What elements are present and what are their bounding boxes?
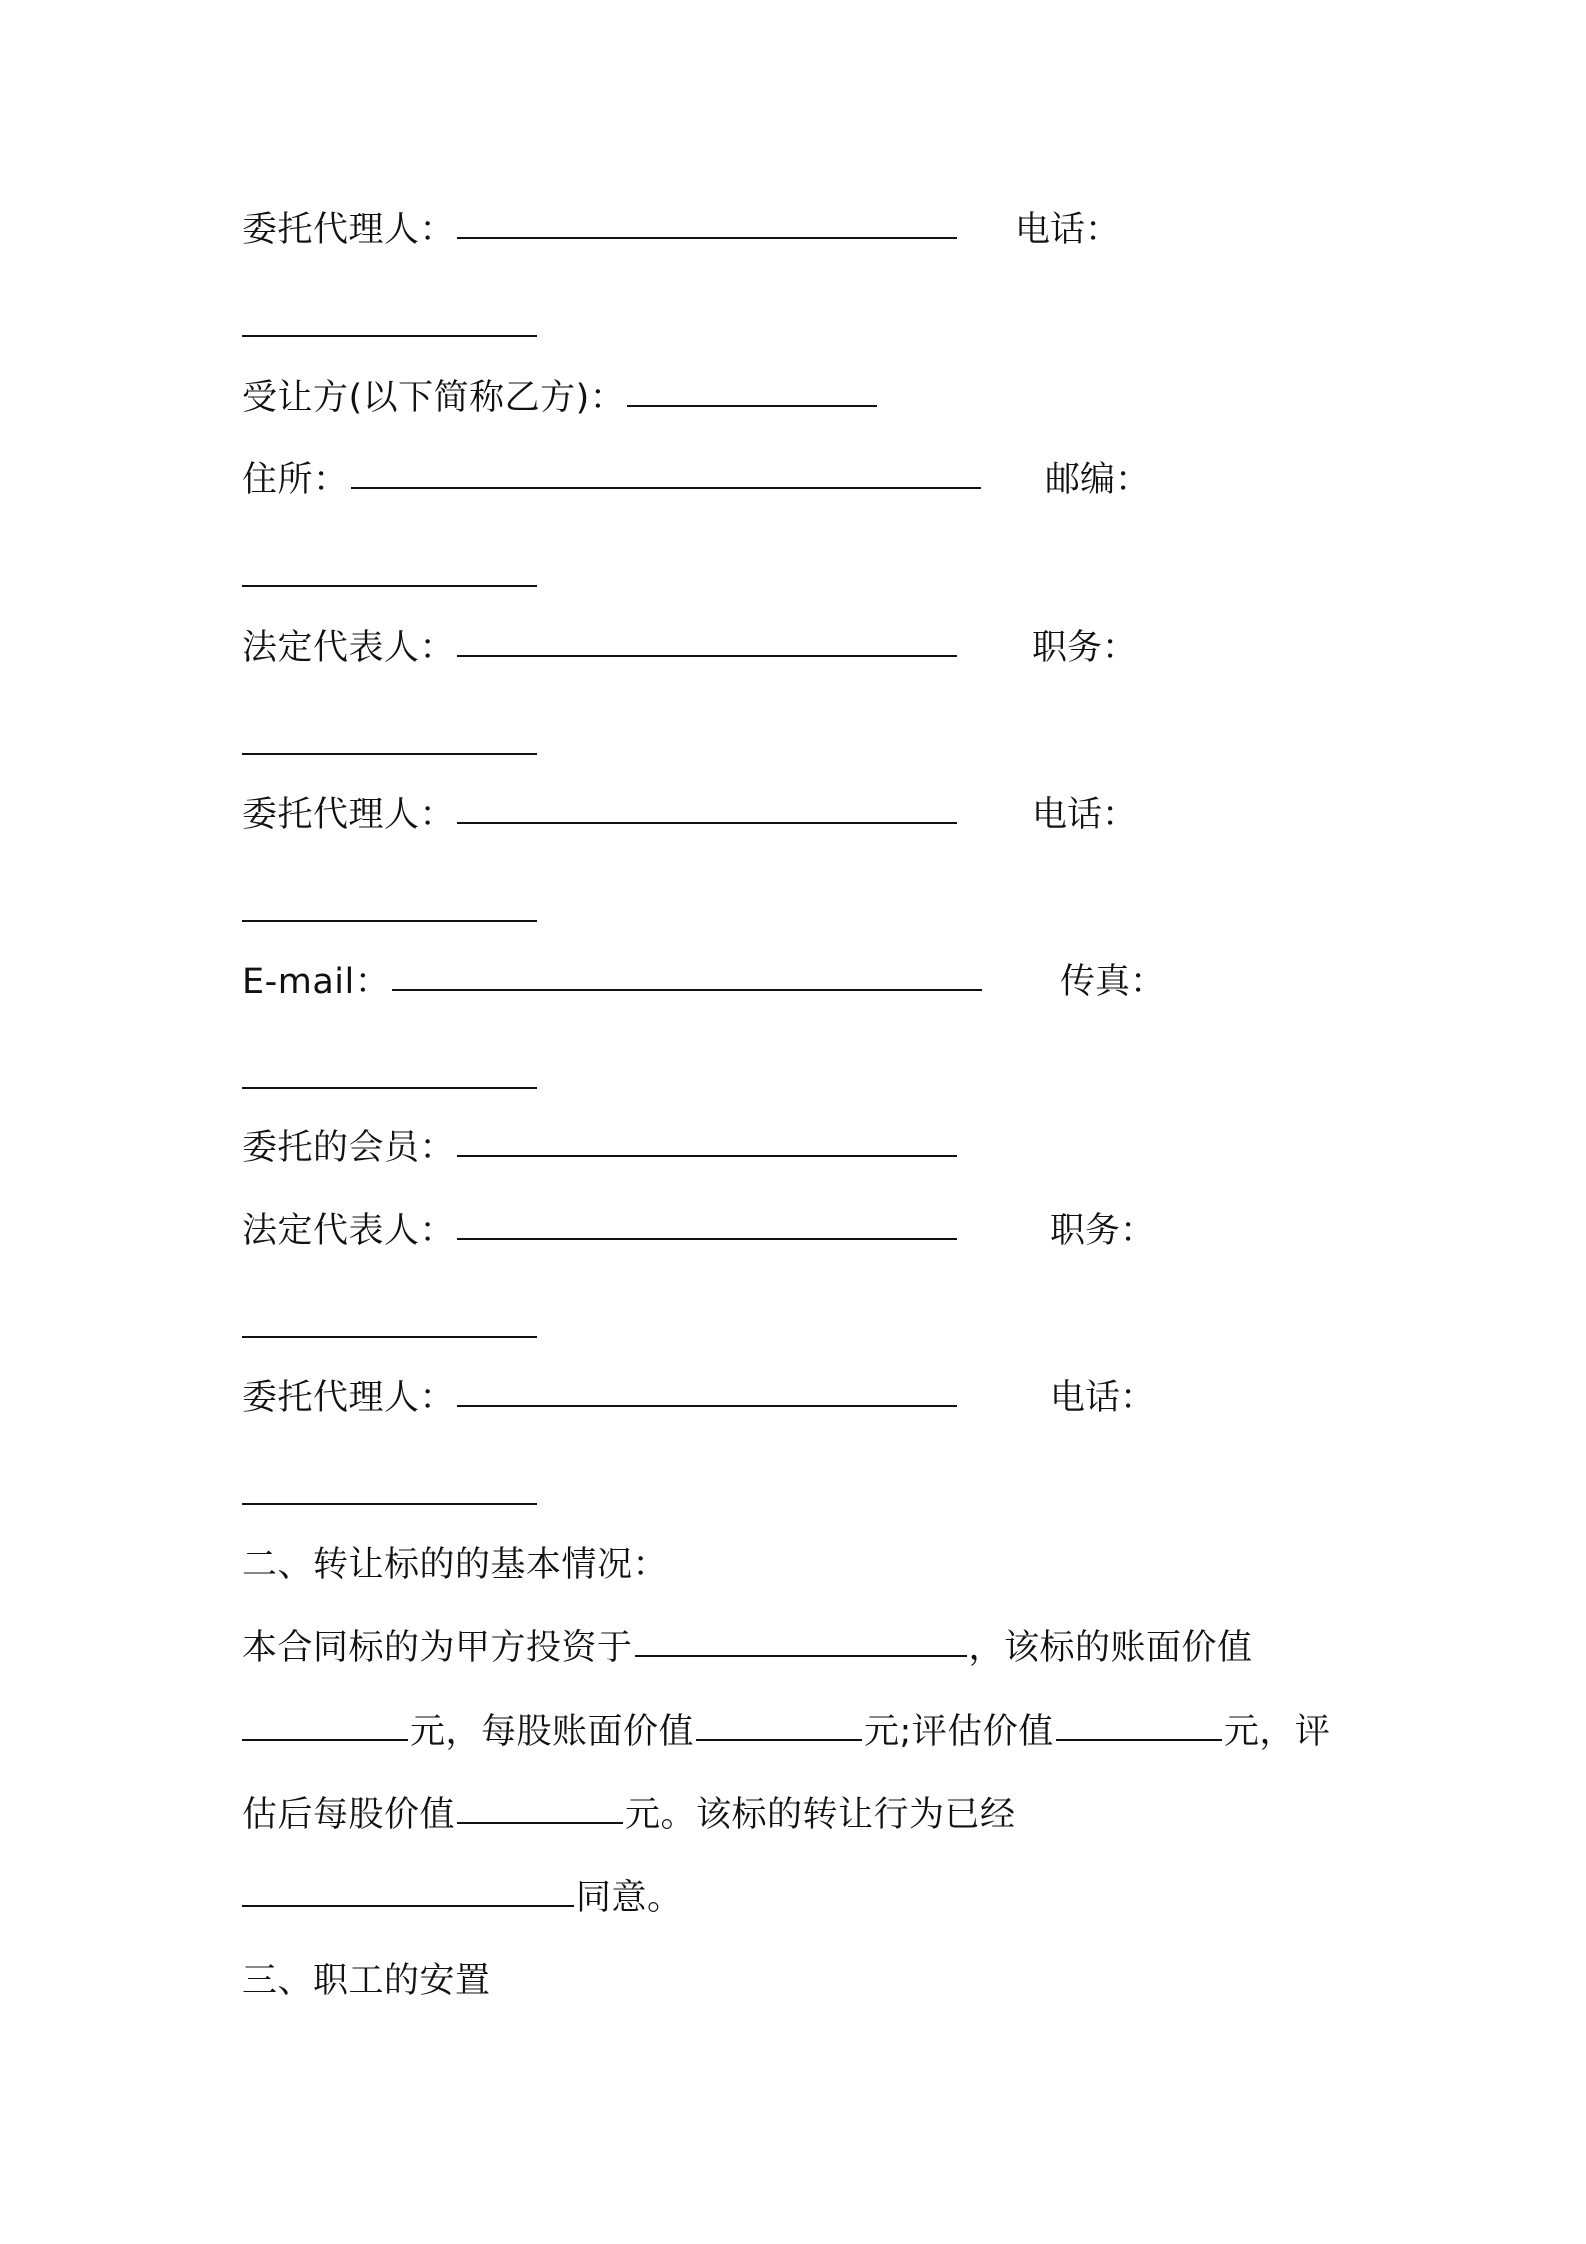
party-b-agent-row (242, 791, 959, 839)
agent-blank (457, 821, 957, 824)
phone-label: 电话： (1050, 1378, 1156, 1418)
fax-blank (242, 1086, 537, 1089)
member-blank (457, 1154, 957, 1157)
book-value-blank (242, 1738, 408, 1741)
address-row (242, 456, 983, 504)
position-blank (242, 1335, 537, 1338)
agent-blank (457, 1404, 957, 1407)
member-legal-rep-row (242, 1207, 959, 1255)
section-2-line-2 (242, 1708, 1330, 1756)
party-a-agent-row (242, 206, 959, 254)
email-blank (392, 988, 982, 991)
position-label: 职务： (1050, 1211, 1156, 1251)
postcode-label: 邮编： (1045, 460, 1151, 500)
position-label: 职务： (1032, 628, 1138, 668)
agent-blank (457, 236, 957, 239)
per-share-appraised-blank (457, 1821, 623, 1824)
email-row (242, 958, 984, 1006)
agent-label: 委托代理人： (242, 1378, 456, 1418)
section-2-line-1 (242, 1624, 1253, 1672)
legal-rep-blank (457, 654, 957, 657)
member-row (242, 1124, 959, 1172)
party-b-blank (627, 404, 877, 407)
postcode-blank (242, 584, 537, 587)
text-segment: 本合同标的为甲方投资于 (242, 1628, 633, 1668)
phone-blank (242, 919, 537, 922)
section-2-line-3 (242, 1791, 1016, 1839)
party-b-label: 受让方(以下简称乙方)： (242, 378, 626, 418)
member-agent-row (242, 1374, 959, 1422)
phone-blank (242, 1502, 537, 1505)
party-b-header-row (242, 374, 879, 422)
legal-rep-row (242, 624, 959, 672)
legal-rep-label: 法定代表人： (242, 628, 456, 668)
text-segment: 元;评估价值 (864, 1712, 1054, 1752)
position-blank (242, 752, 537, 755)
legal-rep-label: 法定代表人： (242, 1211, 456, 1251)
phone-label: 电话： (1015, 210, 1121, 250)
text-segment: ，该标的账面价值 (968, 1628, 1253, 1668)
section-2-line-4 (242, 1874, 683, 1922)
agent-label: 委托代理人： (242, 795, 456, 835)
email-label: E-mail： (242, 962, 391, 1002)
text-segment: 同意。 (576, 1878, 683, 1918)
text-segment: 元。该标的转让行为已经 (625, 1795, 1016, 1835)
fax-label: 传真： (1060, 962, 1166, 1002)
section-2-title: 二、转让标的的基本情况： (242, 1545, 669, 1585)
text-segment: 元，评 (1223, 1712, 1331, 1752)
section-3-title: 三、职工的安置 (242, 1961, 491, 2001)
text-segment: 估后每股价值 (242, 1795, 456, 1835)
appraised-value-blank (1056, 1738, 1222, 1741)
phone-blank (242, 334, 537, 337)
address-label: 住所： (242, 460, 349, 500)
agent-label: 委托代理人： (242, 210, 456, 250)
legal-rep-blank (457, 1237, 957, 1240)
text-segment: 元，每股账面价值 (410, 1712, 695, 1752)
per-share-book-value-blank (696, 1738, 862, 1741)
member-label: 委托的会员： (242, 1128, 456, 1168)
phone-label: 电话： (1032, 795, 1138, 835)
address-blank (351, 486, 981, 489)
investee-blank (635, 1654, 967, 1657)
approver-blank (242, 1904, 574, 1907)
